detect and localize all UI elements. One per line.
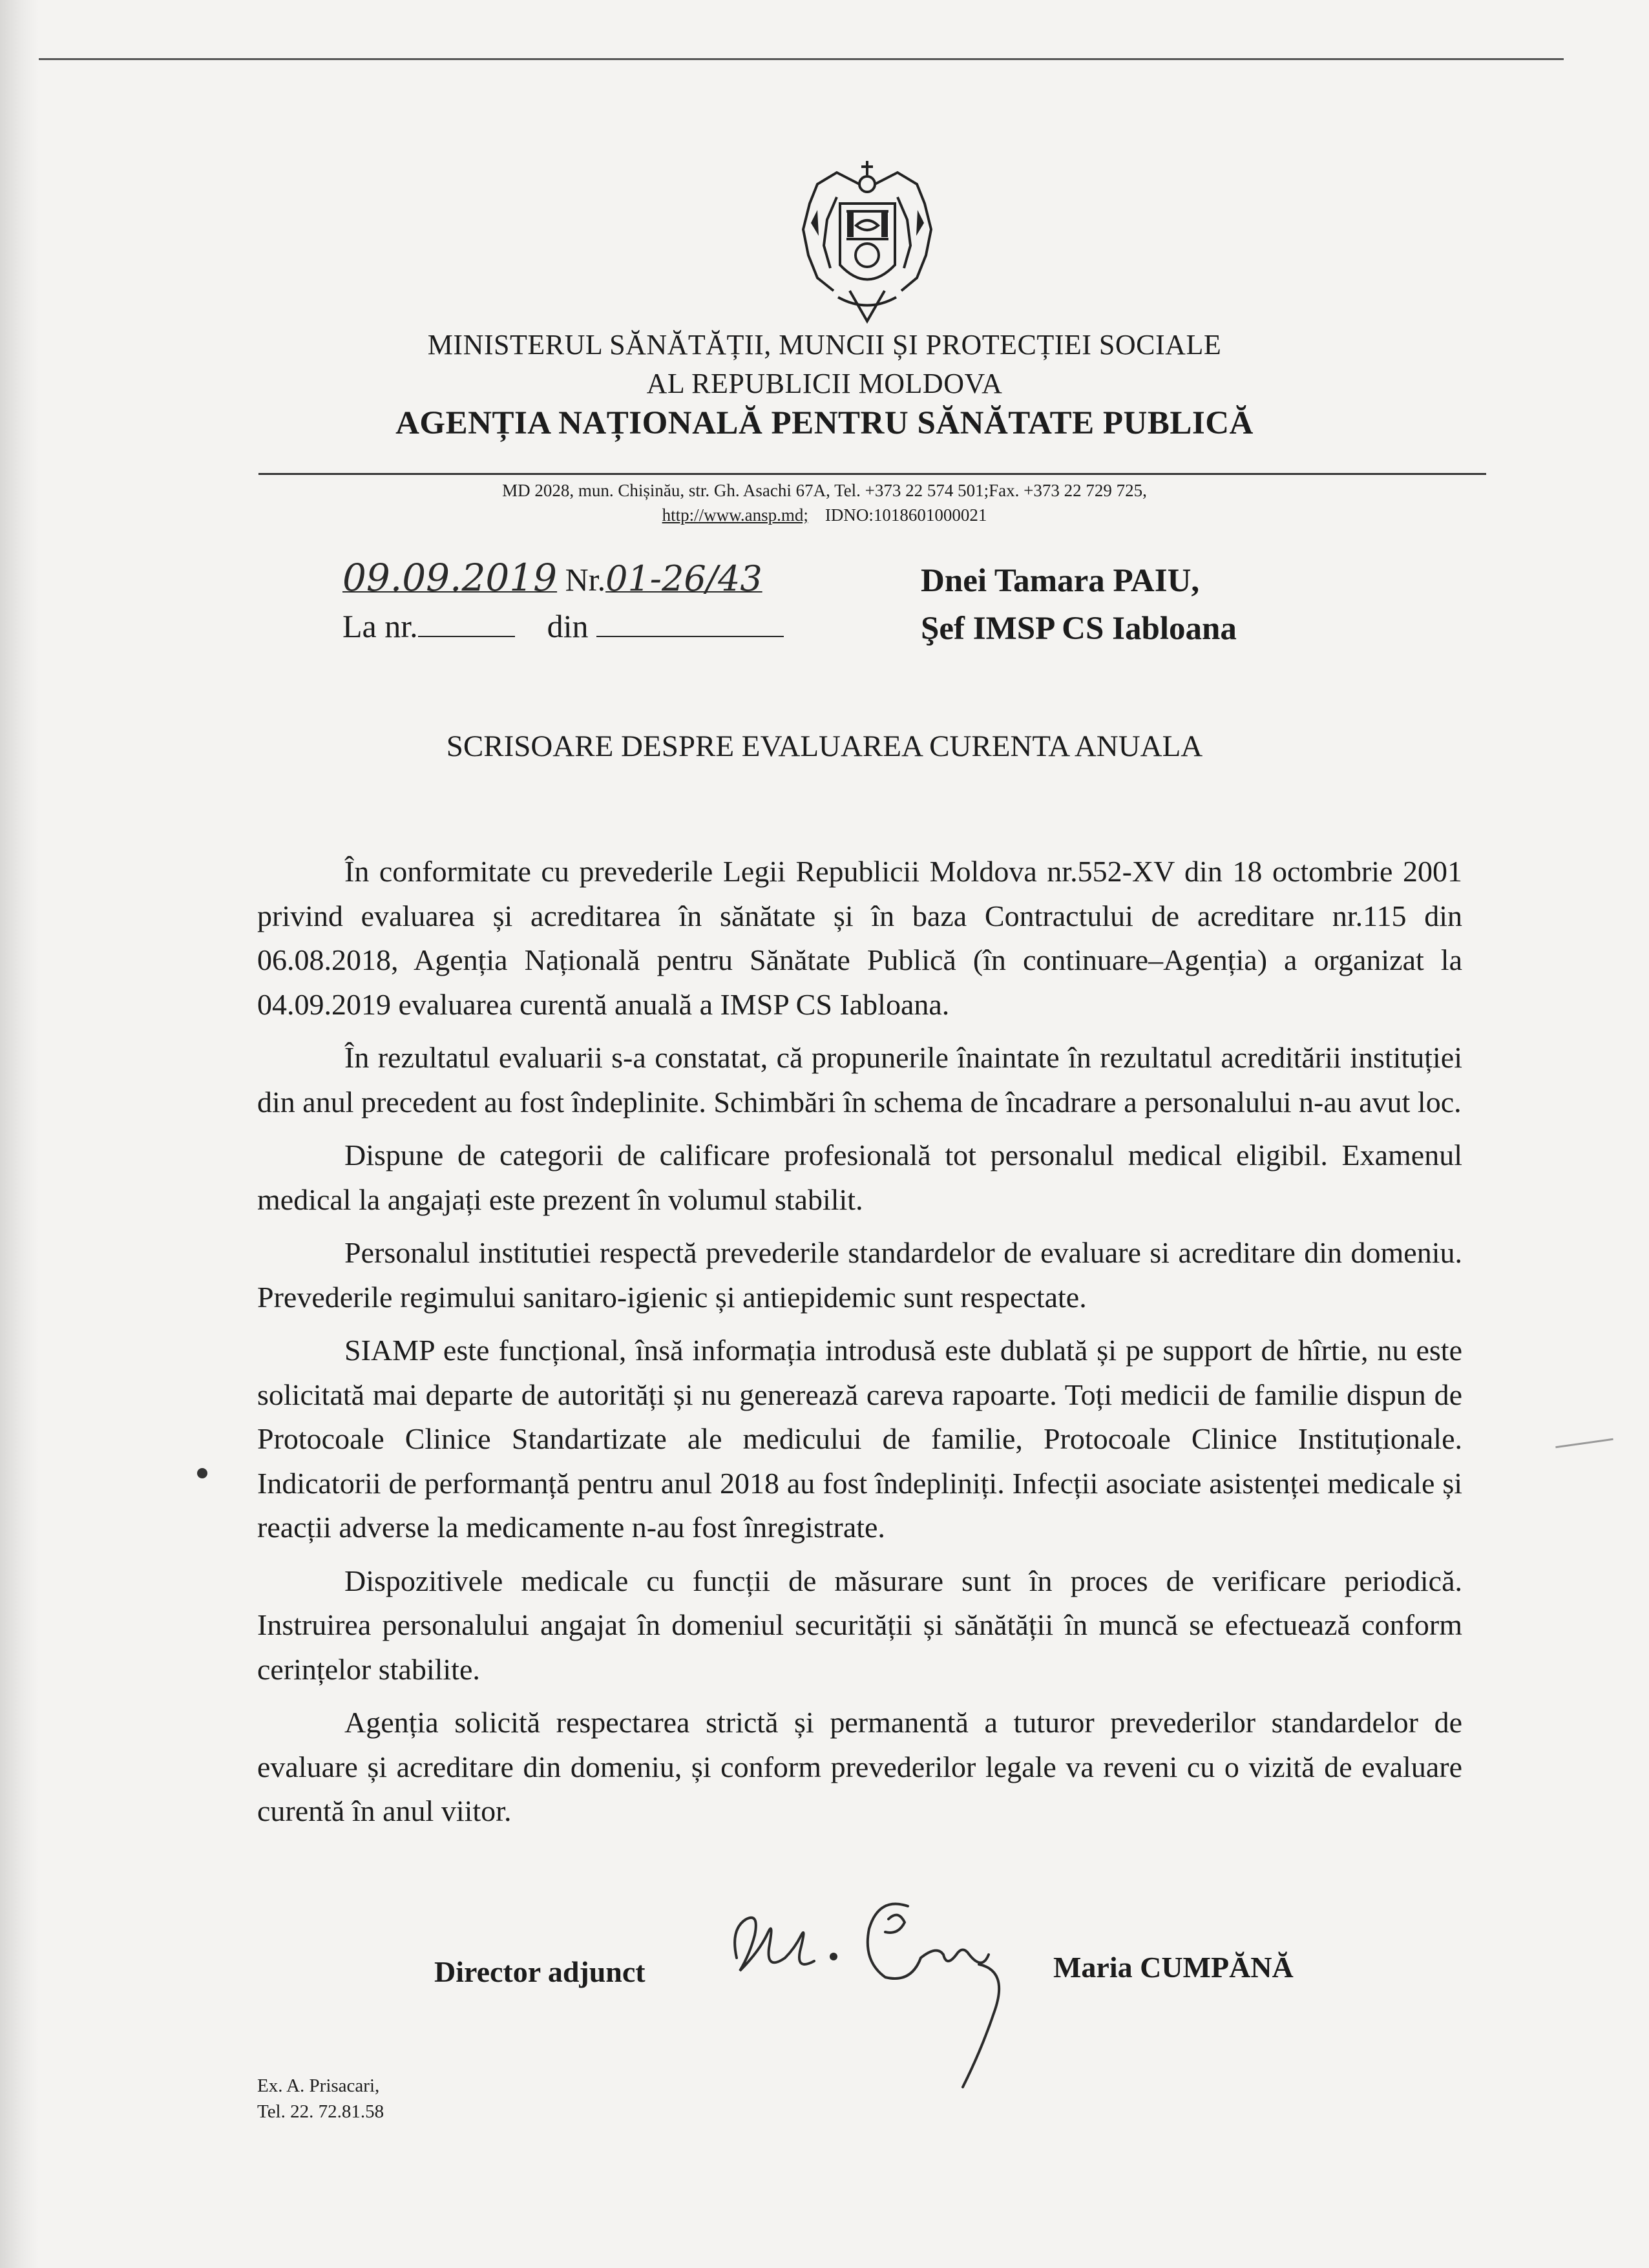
recipient-position: Şef IMSP CS Iabloana <box>921 611 1237 647</box>
margin-ink-dot <box>197 1468 207 1478</box>
body-paragraph: Agenția solicită respectarea strictă și permanentă a tuturor prevederilor standardelor de evaluare și acreditare din domeniu, și conform prevederilor legale va reveni cu o vizită de evaluare curentă în anul viitor. <box>257 1706 1462 1827</box>
contact-web-line <box>0 505 1649 525</box>
la-nr-blank <box>418 609 515 637</box>
ministry-name-line1: MINISTERUL SĂNĂTĂȚII, MUNCII ȘI PROTECȚIEI SOCIALE <box>427 329 1222 361</box>
body-paragraph: SIAMP este funcțional, însă informația introdusă este dublată și pe support de hîrtie, nu este solicitată mai departe de autorități și nu generează careva rapoarte. Toți medicii de familie dispun de Protocoale Clinice Standartizate ale medicului de familie, Protocoale Clinice Instituționale. Indicatorii de performanță pentru anul 2018 au fost îndepliniți. Infecții asociate asistenței medicale și reacții adverse la medicamente n-au fost înregistrate. <box>257 1334 1462 1544</box>
letter-subject: SCRISOARE DESPRE EVALUAREA CURENTA ANUALA <box>446 730 1203 763</box>
moldova-coat-of-arms-icon <box>798 158 937 330</box>
margin-pen-mark <box>1555 1438 1613 1448</box>
ministry-name-line2: AL REPUBLICII MOLDOVA <box>646 368 1003 399</box>
recipient-name: Dnei Tamara PAIU, <box>921 563 1200 599</box>
agency-name: AGENȚIA NAȚIONALĂ PENTRU SĂNĂTATE PUBLICĂ <box>395 405 1254 441</box>
handwritten-signature <box>724 1874 1060 2113</box>
letter-date: 09.09.2019 <box>342 556 558 600</box>
din-blank <box>596 609 784 637</box>
reference-line <box>342 556 762 600</box>
website-link[interactable]: http://www.ansp.md; <box>662 505 808 525</box>
letter-body <box>257 850 1462 1843</box>
signatory-name: Maria CUMPĂNĂ <box>1053 1951 1294 1984</box>
executor-phone: Tel. 22. 72.81.58 <box>257 2101 384 2122</box>
idno-text: IDNO:1018601000021 <box>824 505 987 525</box>
la-nr-label: La nr. <box>342 608 418 644</box>
body-paragraph: În conformitate cu prevederile Legii Republicii Moldova nr.552-XV din 18 octombrie 2001 privind evaluarea și acreditarea în sănătate și în baza Contractului de acreditare nr.115 din 06.08.2018, Agenția Națională pentru Sănătate Publică (în continuare–Agenția) a organizat la 04.09.2019 evaluarea curentă anuală a IMSP CS Iabloana. <box>257 855 1462 1021</box>
nr-label: Nr. <box>565 562 606 598</box>
body-paragraph: Dispozitivele medicale cu funcții de măsurare sunt în proces de verificare periodică. Instruirea personalului angajat în domeniul securității și sănătății în muncă se efectuează conform cerințelor stabilite. <box>257 1564 1462 1686</box>
executor-name: Ex. A. Prisacari, <box>257 2075 380 2096</box>
signatory-title: Director adjunct <box>434 1955 646 1988</box>
contact-address-line: MD 2028, mun. Chișinău, str. Gh. Asachi 67A, Tel. +373 22 574 501;Fax. +373 22 729 725, <box>502 481 1147 500</box>
body-paragraph: În rezultatul evaluarii s-a constatat, că propunerile înaintate în rezultatul acreditării instituției din anul precedent au fost îndeplinite. Schimbări în schema de încadrare a personalului n-au avut loc. <box>257 1041 1462 1118</box>
letter-number: 01-26/43 <box>605 558 762 599</box>
top-scan-line <box>39 58 1564 60</box>
header-divider <box>258 473 1486 475</box>
reply-reference-line <box>342 607 784 645</box>
din-label: din <box>547 608 589 644</box>
body-paragraph: Dispune de categorii de calificare profesională tot personalul medical eligibil. Examenul medical la angajați este prezent în volumul stabilit. <box>257 1139 1462 1216</box>
body-paragraph: Personalul institutiei respectă prevederile standardelor de evaluare si acreditare din domeniu. Prevederile regimului sanitaro-igienic și antiepidemic sunt respectate. <box>257 1236 1462 1314</box>
